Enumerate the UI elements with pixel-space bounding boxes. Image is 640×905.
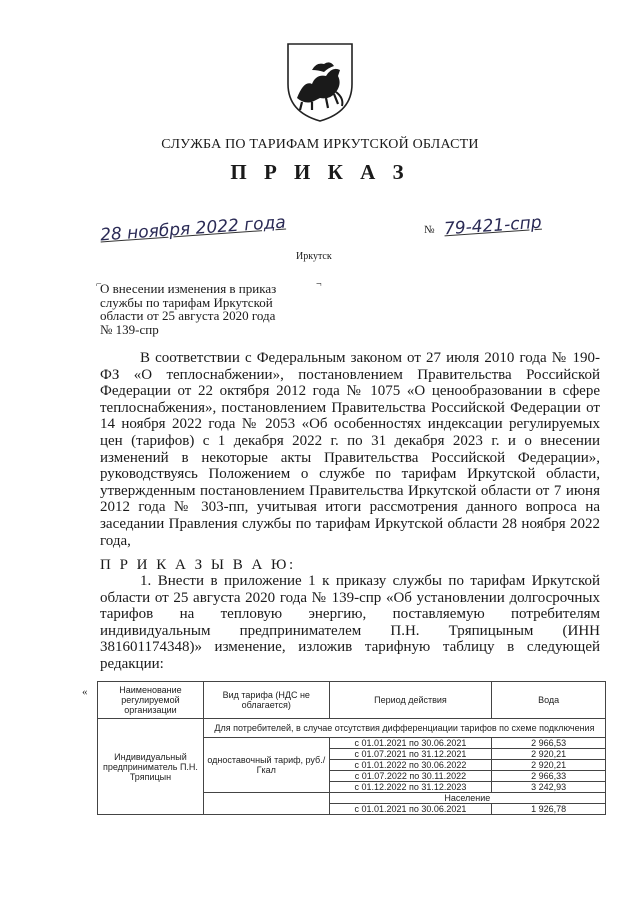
table-row <box>98 719 606 738</box>
value-cell: 3 242,93 <box>492 782 606 793</box>
subject-line: О внесении изменения в приказ <box>100 281 277 296</box>
corner-mark-left: ⌐ <box>96 279 102 290</box>
subject-line: службы по тарифам Иркутской <box>100 294 273 310</box>
section-title-cell: Население <box>329 793 605 804</box>
handwritten-date: 28 ноября 2022 года <box>99 212 287 246</box>
tariff-table <box>97 681 606 815</box>
value-cell: 2 920,21 <box>492 749 606 760</box>
corner-mark-right: ¬ <box>316 279 322 290</box>
order-word: П Р И К А З Ы В А Ю: <box>100 557 296 573</box>
value-cell: 2 966,53 <box>492 738 606 749</box>
period-cell: с 01.12.2022 по 31.12.2023 <box>329 782 492 793</box>
period-cell: с 01.07.2022 по 30.11.2022 <box>329 771 492 782</box>
opening-quote-mark: « <box>82 686 88 698</box>
table-header-row <box>98 682 606 719</box>
subject-line: области от 25 августа 2020 года <box>100 308 276 323</box>
header-tariff-type: Вид тарифа (НДС не облагается) <box>203 682 329 719</box>
city-name: Иркутск <box>296 251 332 262</box>
preamble-paragraph: В соответствии с Федеральным законом от 27 июля 2010 года № 190-ФЗ «О теплоснабжении», постановлением Правительства Российской Федерации от 22 октября 2012 года № 1075 «О ценообразовании в сфере теплоснабжения», постановлением Правительства Российской Федерации от 14 ноября 2022 года № 2053 «Об особенностях индексации регулируемых цен (тарифов) с 1 декабря 2022 г. по 31 декабря 2023 г. и о внесении изменений в некоторые акты Правительства Российской Федерации», руководствуясь Положением о службе по тарифам Иркутской области, утвержденным постановлением Правительства Иркутской области от 7 июня 2012 года № 303-пп, учитывая итоги рассмотрения данного вопроса на заседании Правления службы по тарифам Иркутской области 28 ноября 2022 года, <box>100 350 600 549</box>
tariff-type-cell: одноставочный тариф, руб./Гкал <box>203 738 329 793</box>
tariff-type-continued-cell <box>203 804 329 815</box>
order-preamble <box>100 350 600 549</box>
section-title-cell: Для потребителей, в случае отсутствия дифференциации тарифов по схеме подключения <box>203 719 605 738</box>
order-subject <box>96 279 322 337</box>
period-cell: с 01.07.2021 по 31.12.2021 <box>329 749 492 760</box>
number-sign: № <box>424 224 435 236</box>
period-cell: с 01.01.2021 по 30.06.2021 <box>329 738 492 749</box>
value-cell: 2 920,21 <box>492 760 606 771</box>
value-cell: 2 966,33 <box>492 771 606 782</box>
header-period: Период действия <box>329 682 492 719</box>
org-name-cell: Индивидуальный предприниматель П.Н. Тряпицын <box>98 719 204 815</box>
tariff-type-continued-cell <box>203 793 329 804</box>
header-water: Вода <box>492 682 606 719</box>
period-cell: с 01.01.2022 по 30.06.2022 <box>329 760 492 771</box>
period-cell: с 01.01.2021 по 30.06.2021 <box>329 804 492 815</box>
header-org: Наименование регулируемой организации <box>98 682 204 719</box>
document-title: П Р И К А З <box>230 160 410 184</box>
agency-name: СЛУЖБА ПО ТАРИФАМ ИРКУТСКОЙ ОБЛАСТИ <box>161 137 479 152</box>
handwritten-order-number: 79-421-спр <box>443 212 543 240</box>
order-item-1: 1. Внести в приложение 1 к приказу службы по тарифам Иркутской области от 25 августа 2020 года № 139-спр «Об установлении долгосрочных тарифов на тепловую энергию, поставляемую потребителям индивидуальным предпринимателем П.Н. Тряпицыным (ИНН 381601174348)» изменение, изложив тарифную таблицу в следующей редакции: <box>100 573 600 672</box>
subject-line: № 139-спр <box>100 321 159 337</box>
value-cell: 1 926,78 <box>492 804 606 815</box>
coat-of-arms-emblem <box>282 40 358 124</box>
